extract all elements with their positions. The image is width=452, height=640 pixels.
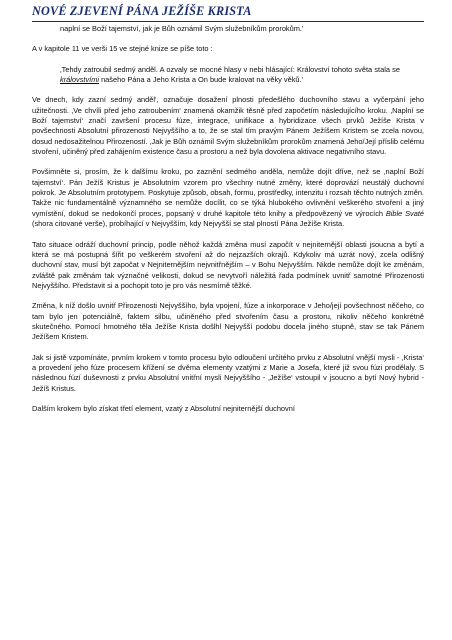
quote-underlined-word: královstvími	[60, 75, 100, 85]
paragraph-5: Jak si jistě vzpomínáte, prvním krokem v tomto procesu bylo odloučení určitého prvku z Absolutní vnější mysli - ‚Krista‘ a provedení jeho fúze procesem křížení se dvěma elementy vzatými z Marie a Josefa, které již svou fúzi prodělaly. S následnou fúzí duševnosti z prvku Absolutní vnitřní mysli Nejvyššího - ‚Ježíše‘ vstoupil v jsoucno a bytí Nový hybrid - Ježíš Kristus.	[32, 352, 424, 393]
quote-text-b: našeho Pána a Jeho Krista a On bude kralovat na věky věků.'	[99, 75, 303, 85]
paragraph-2-text-b: (shora citované verše), probíhající v Nejvyšším, kdy Nejvyšší se stal plností Pána Ježíše Krista.	[32, 219, 345, 229]
quote-text-a: ‚Tehdy zatroubil sedmý anděl. A ozvaly se mocné hlasy v nebi hlásající: Království tohoto světa stala se	[60, 64, 400, 74]
paragraph-2-italic: Bible Svaté	[385, 208, 425, 218]
paragraph-6: Dalším krokem bylo získat třetí element, vzatý z Absolutní nejniternější duchovní	[32, 403, 295, 413]
quote-block	[60, 65, 400, 86]
paragraph-2-text-a: Povšimněte si, prosím, že k dalšímu kroku, po zaznění sedmého anděla, nemůže dojít dříve, než se ‚naplní Boží tajemství‘. Pán Ježíš Kristus je Absolutním vzorem pro všechny nutné změny, které doprovází neustálý duchovní pokrok. Je Absolutním prototypem. Poskytuje způsob, obsah, formu, prostředky, intenzitu i rozsah těchto nutných změn. Takže nic fundamentálně významného se nemůže docílit, co se týká hlubokého ovlivnění veškerého stvoření a jiný vymístění, dokud se nedokončí proces, popsaný v druhé kapitole této knihy a předpovězený ve výrocích	[32, 167, 424, 218]
intro-line: A v kapitole 11 ve verši 15 ve stejné knize se píše toto :	[32, 44, 213, 54]
paragraph-2	[32, 167, 424, 229]
paragraph-3: Tato situace odráží duchovní princip, podle něhož každá změna musí započít v nejniternější oblasti jsoucna a bytí a která se má postupná šířit po veškerém stvoření až do nejzazších okrajů. Kdykoliv má uzrát nový, zcela odlišný duchovní stav, musí být započat v Nejniternějším nejvnitřnějším – v Bohu Nejvyšším. Nikde nemůže dojít ke změnám, zvláště pak změnám tak význačné velikosti, dokud se nevytvoří náležitá řada podmínek uvnitř samotné Přirozenosti Nejvyššího. Představit si a pochopit toto je pro vás nesmírně těžké.	[32, 239, 424, 290]
paragraph-4: Změna, k níž došlo uvnitř Přirozenosti Nejvyššího, byla vpojení, fúze a inkorporace v Jeho/její povšechnost něčeho, co tam bylo jen potenciálně, faktem silbu, učiněného před stvořením času a prostoru, nikoliv něčeho konkrétně skutečného. Pomocí hmotného těla Ježíše Krista došlhl Nejvyšší podobu docela jiného stupně, stav se tak Pánem Ježíšem Kristem.	[32, 301, 424, 342]
page-header-title: NOVÉ ZJEVENÍ PÁNA JEŽÍŠE KRISTA	[32, 4, 424, 22]
paragraph-1: Ve dnech, kdy zazní sedmý anděl‘, označuje dosažení plnosti předešlého duchovního stavu a vyčerpání jeho užitečnosti. ‚Ve chvíli před jeho zatroubením‘ znamená okamžik těsně před započetím následujícího kroku. ‚Naplní se Boží tajemství‘ značí završení procesu fúze, integrace, unifikace a hybridizace všech prvků Ježíše Krista v povšechnosti Absolutní přirozenosti Nejvyššího a to, že se stal tím pravým Pánem Ježíšem Kristem se zcela novou, dosud nedosažitelnou Přirozeností. ‚Jak je Bůh oznámil Svým služebníkům prorokům znamená Jeho/Její příslib celému stvoření, učiněný před zahájením existence času a prostoru a než byla dovolena aktivace negativního stavu.	[32, 95, 424, 157]
document-body	[32, 24, 424, 414]
quote-continuation: naplní se Boží tajemství, jak je Bůh oznámil Svým služebníkům prorokům.'	[60, 24, 304, 33]
